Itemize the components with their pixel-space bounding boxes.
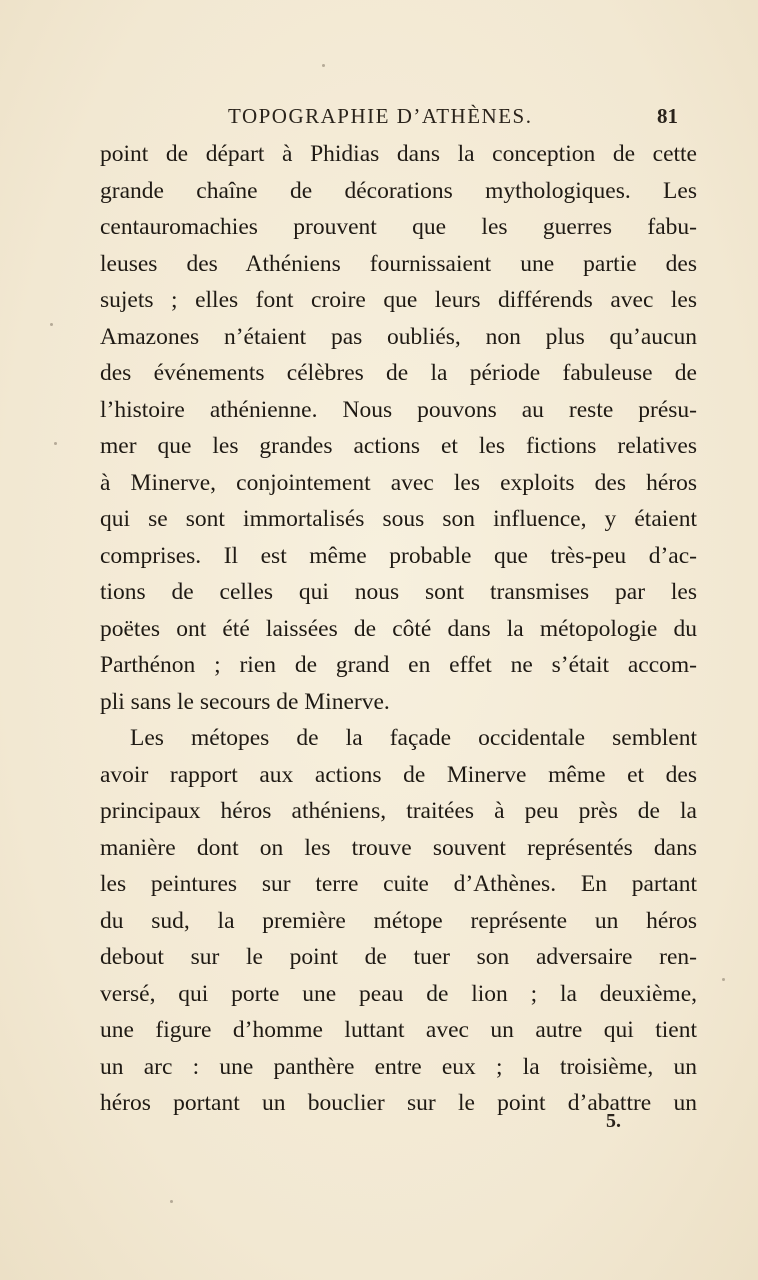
text-line: des événements célèbres de la période fabuleuse de — [100, 360, 697, 386]
text-line: Amazones n’étaient pas oubliés, non plus qu’aucun — [100, 323, 697, 350]
text-line: avoir rapport aux actions de Minerve même et des — [100, 761, 697, 788]
paper-speck — [722, 978, 725, 981]
text-line: Les métopes de la façade occidentale semblent — [130, 725, 697, 751]
text-line: qui se sont immortalisés sous son influence, y étaient — [100, 506, 697, 532]
paper-speck — [170, 1200, 173, 1203]
text-line: poëtes ont été laissées de côté dans la métopologie du — [100, 615, 697, 642]
text-line: du sud, la première métope représente un héros — [100, 907, 697, 934]
text-line: leuses des Athéniens fournissaient une partie des — [100, 250, 697, 277]
text-line: principaux héros athéniens, traitées à peu près de la — [100, 798, 697, 824]
signature-mark: 5. — [606, 1110, 621, 1132]
text-line: Parthénon ; rien de grand en effet ne s’était accom- — [100, 652, 697, 678]
text-line: les peintures sur terre cuite d’Athènes. En partant — [100, 871, 697, 897]
running-head — [100, 104, 688, 134]
text-line: tions de celles qui nous sont transmises par les — [100, 579, 697, 605]
text-line: manière dont on les trouve souvent représentés dans — [100, 834, 697, 861]
text-line: versé, qui porte une peau de lion ; la deuxième, — [100, 980, 697, 1007]
body-text — [100, 136, 697, 1122]
text-line: pli sans le secours de Minerve. — [100, 688, 390, 715]
text-line: l’histoire athénienne. Nous pouvons au reste présu- — [100, 396, 697, 423]
paper-speck — [50, 323, 53, 326]
text-line: centauromachies prouvent que les guerres fabu- — [100, 214, 697, 240]
running-title: TOPOGRAPHIE D’ATHÈNES. — [228, 104, 533, 128]
text-line: une figure d’homme luttant avec un autre qui tient — [100, 1017, 697, 1043]
paper-speck — [54, 442, 57, 445]
text-line: mer que les grandes actions et les fictions relatives — [100, 433, 697, 459]
text-line: un arc : une panthère entre eux ; la troisième, un — [100, 1053, 697, 1080]
text-line: sujets ; elles font croire que leurs différends avec les — [100, 287, 697, 313]
text-line: comprises. Il est même probable que très-peu d’ac- — [100, 542, 697, 569]
text-line: debout sur le point de tuer son adversaire ren- — [100, 944, 697, 970]
text-line: point de départ à Phidias dans la conception de cette — [100, 141, 697, 167]
page-number: 81 — [657, 104, 678, 128]
paper-speck — [322, 64, 325, 67]
text-line: grande chaîne de décorations mythologiques. Les — [100, 177, 697, 204]
text-line: à Minerve, conjointement avec les exploits des héros — [100, 469, 697, 496]
text-line: héros portant un bouclier sur le point d’abattre un — [100, 1090, 697, 1116]
